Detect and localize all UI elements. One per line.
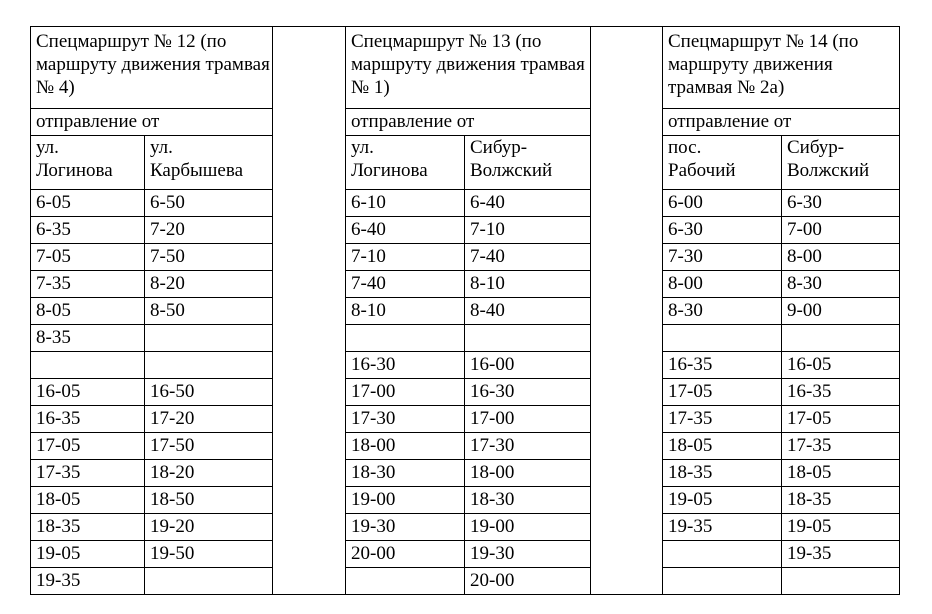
departure-time: 17-35 bbox=[663, 406, 782, 433]
departure-time: 19-20 bbox=[145, 514, 273, 541]
departure-time: 18-00 bbox=[465, 460, 591, 487]
departure-time: 16-30 bbox=[465, 379, 591, 406]
departure-time: 8-00 bbox=[663, 271, 782, 298]
departure-time: 17-35 bbox=[782, 433, 900, 460]
departure-time: 18-35 bbox=[663, 460, 782, 487]
departure-time: 8-30 bbox=[663, 298, 782, 325]
departure-time: 6-05 bbox=[31, 190, 145, 217]
departure-time: 18-20 bbox=[145, 460, 273, 487]
departure-time: 16-35 bbox=[31, 406, 145, 433]
departure-time bbox=[782, 568, 900, 595]
station-name-line: ул. bbox=[36, 137, 59, 158]
departure-time: 7-50 bbox=[145, 244, 273, 271]
departure-time: 19-50 bbox=[145, 541, 273, 568]
departure-time: 6-40 bbox=[346, 217, 465, 244]
departure-time: 9-00 bbox=[782, 298, 900, 325]
departure-time: 19-30 bbox=[346, 514, 465, 541]
departure-time: 16-50 bbox=[145, 379, 273, 406]
route-title-row bbox=[31, 27, 900, 109]
departure-time: 8-10 bbox=[346, 298, 465, 325]
departure-time: 17-50 bbox=[145, 433, 273, 460]
departure-time: 19-35 bbox=[782, 541, 900, 568]
station-name-line: Карбышева bbox=[150, 160, 244, 181]
departure-time: 17-35 bbox=[31, 460, 145, 487]
departure-label: отправление от bbox=[346, 109, 591, 136]
departure-time: 6-40 bbox=[465, 190, 591, 217]
departure-time: 18-35 bbox=[31, 514, 145, 541]
departure-time: 17-00 bbox=[465, 406, 591, 433]
departure-time: 16-35 bbox=[782, 379, 900, 406]
departure-time: 8-30 bbox=[782, 271, 900, 298]
departure-time: 7-10 bbox=[346, 244, 465, 271]
departure-time: 17-05 bbox=[782, 406, 900, 433]
departure-time: 8-40 bbox=[465, 298, 591, 325]
time-row bbox=[31, 514, 900, 541]
station-name-line: Логинова bbox=[351, 160, 428, 181]
departure-time: 17-05 bbox=[31, 433, 145, 460]
departure-label: отправление от bbox=[31, 109, 273, 136]
departure-time: 20-00 bbox=[465, 568, 591, 595]
departure-time: 19-05 bbox=[782, 514, 900, 541]
departure-time: 19-35 bbox=[31, 568, 145, 595]
departure-time: 7-20 bbox=[145, 217, 273, 244]
station-name-line: Волжский bbox=[470, 160, 553, 181]
departure-time bbox=[346, 568, 465, 595]
time-row bbox=[31, 541, 900, 568]
departure-time: 19-05 bbox=[663, 487, 782, 514]
time-row bbox=[31, 217, 900, 244]
time-row bbox=[31, 433, 900, 460]
station-name bbox=[782, 136, 900, 190]
time-row bbox=[31, 487, 900, 514]
departure-time: 16-05 bbox=[31, 379, 145, 406]
departure-time: 16-05 bbox=[782, 352, 900, 379]
route-title: Спецмаршрут № 13 (по маршруту движения трамвая № 1) bbox=[346, 27, 591, 109]
time-row bbox=[31, 298, 900, 325]
schedule-body bbox=[31, 27, 900, 595]
departure-time: 6-10 bbox=[346, 190, 465, 217]
route-title: Спецмаршрут № 14 (по маршруту движения трамвая № 2а) bbox=[663, 27, 900, 109]
departure-time: 18-30 bbox=[346, 460, 465, 487]
departure-time: 16-35 bbox=[663, 352, 782, 379]
departure-time: 18-30 bbox=[465, 487, 591, 514]
time-row bbox=[31, 406, 900, 433]
departure-time: 7-30 bbox=[663, 244, 782, 271]
departure-time bbox=[782, 325, 900, 352]
title-spacer-cell bbox=[591, 27, 663, 595]
departure-time: 18-05 bbox=[31, 487, 145, 514]
departure-time: 6-35 bbox=[31, 217, 145, 244]
departure-time: 8-05 bbox=[31, 298, 145, 325]
departure-time: 17-30 bbox=[465, 433, 591, 460]
departure-label-row bbox=[31, 109, 900, 136]
station-name-line: пос. bbox=[668, 137, 702, 158]
departure-time: 8-35 bbox=[31, 325, 145, 352]
departure-time: 18-05 bbox=[782, 460, 900, 487]
station-name-line: ул. bbox=[150, 137, 173, 158]
departure-time bbox=[31, 352, 145, 379]
departure-time: 7-40 bbox=[465, 244, 591, 271]
departure-time: 7-35 bbox=[31, 271, 145, 298]
departure-time bbox=[145, 325, 273, 352]
schedule-table bbox=[30, 26, 900, 595]
departure-time: 20-00 bbox=[346, 541, 465, 568]
station-name-line: Рабочий bbox=[668, 160, 736, 181]
departure-time bbox=[663, 541, 782, 568]
station-name-line: Логинова bbox=[36, 160, 113, 181]
time-row bbox=[31, 352, 900, 379]
departure-time: 16-00 bbox=[465, 352, 591, 379]
departure-time: 7-40 bbox=[346, 271, 465, 298]
departure-time bbox=[145, 352, 273, 379]
departure-time: 16-30 bbox=[346, 352, 465, 379]
departure-time bbox=[346, 325, 465, 352]
station-name bbox=[465, 136, 591, 190]
station-name-line: Сибур- bbox=[787, 137, 845, 158]
station-name bbox=[663, 136, 782, 190]
departure-time: 6-00 bbox=[663, 190, 782, 217]
departure-time: 7-10 bbox=[465, 217, 591, 244]
time-row bbox=[31, 460, 900, 487]
time-row bbox=[31, 244, 900, 271]
departure-time: 6-30 bbox=[663, 217, 782, 244]
station-name bbox=[346, 136, 465, 190]
time-row bbox=[31, 568, 900, 595]
departure-time: 8-20 bbox=[145, 271, 273, 298]
station-name-line: Волжский bbox=[787, 160, 870, 181]
time-row bbox=[31, 325, 900, 352]
departure-time: 6-30 bbox=[782, 190, 900, 217]
departure-time: 6-50 bbox=[145, 190, 273, 217]
departure-time: 17-00 bbox=[346, 379, 465, 406]
time-row bbox=[31, 190, 900, 217]
title-spacer-cell bbox=[273, 27, 346, 595]
time-row bbox=[31, 379, 900, 406]
station-name bbox=[31, 136, 145, 190]
departure-time: 17-30 bbox=[346, 406, 465, 433]
departure-time: 17-05 bbox=[663, 379, 782, 406]
departure-time: 19-05 bbox=[31, 541, 145, 568]
departure-time bbox=[663, 325, 782, 352]
departure-time: 8-00 bbox=[782, 244, 900, 271]
departure-time: 18-05 bbox=[663, 433, 782, 460]
departure-time bbox=[663, 568, 782, 595]
departure-time: 18-35 bbox=[782, 487, 900, 514]
station-name-line: Сибур- bbox=[470, 137, 528, 158]
departure-time: 8-50 bbox=[145, 298, 273, 325]
station-name-line: ул. bbox=[351, 137, 374, 158]
departure-time bbox=[145, 568, 273, 595]
departure-label: отправление от bbox=[663, 109, 900, 136]
departure-time: 17-20 bbox=[145, 406, 273, 433]
departure-time: 18-50 bbox=[145, 487, 273, 514]
departure-time: 8-10 bbox=[465, 271, 591, 298]
time-row bbox=[31, 271, 900, 298]
departure-time: 18-00 bbox=[346, 433, 465, 460]
route-title: Спецмаршрут № 12 (по маршруту движения трамвая № 4) bbox=[31, 27, 273, 109]
departure-time: 19-00 bbox=[346, 487, 465, 514]
departure-time: 7-05 bbox=[31, 244, 145, 271]
station-name bbox=[145, 136, 273, 190]
departure-time: 7-00 bbox=[782, 217, 900, 244]
station-row bbox=[31, 136, 900, 190]
departure-time: 19-35 bbox=[663, 514, 782, 541]
departure-time: 19-00 bbox=[465, 514, 591, 541]
departure-time bbox=[465, 325, 591, 352]
departure-time: 19-30 bbox=[465, 541, 591, 568]
